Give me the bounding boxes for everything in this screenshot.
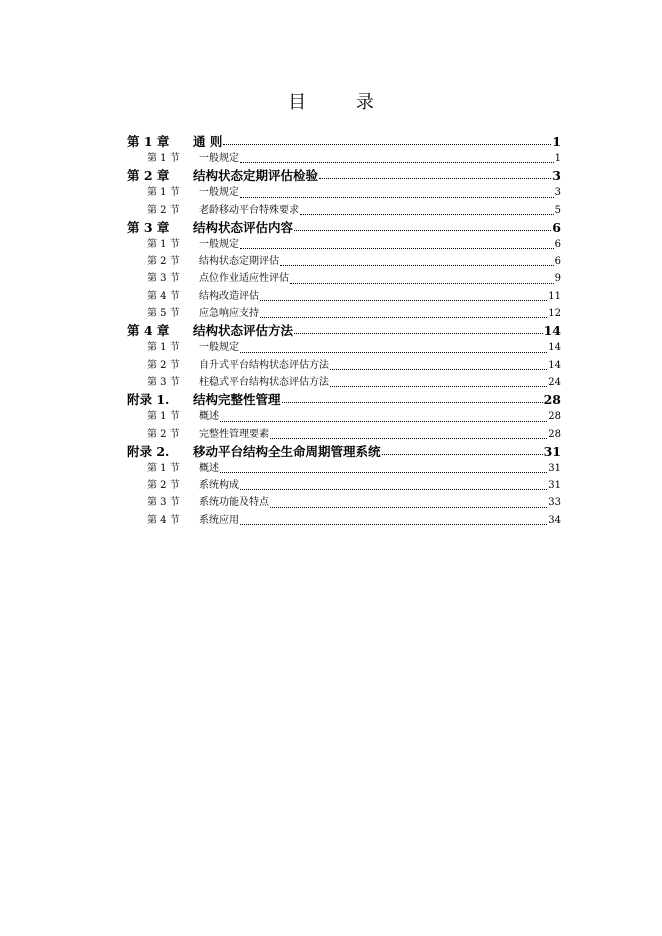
toc-entry-number: 第 2 节 bbox=[147, 359, 180, 371]
toc-leader-dots bbox=[240, 248, 554, 249]
toc-section-entry[interactable] bbox=[127, 425, 561, 442]
toc-entry-title: 结构状态评估内容 bbox=[193, 219, 294, 235]
toc-section-entry[interactable] bbox=[127, 235, 561, 252]
toc-entry-title: 结构完整性管理 bbox=[193, 392, 281, 408]
toc-leader-dots bbox=[270, 438, 547, 439]
toc-entry-page: 34 bbox=[548, 514, 561, 526]
toc-entry-number: 第 1 章 bbox=[127, 134, 170, 149]
toc-leader-dots bbox=[319, 178, 551, 179]
toc-leader-dots bbox=[330, 369, 547, 370]
toc-entry-number: 第 2 节 bbox=[147, 256, 180, 268]
toc-entry-page: 14 bbox=[548, 359, 561, 371]
toc-entry-number: 第 1 节 bbox=[147, 411, 180, 423]
toc-entry-number: 第 2 节 bbox=[147, 204, 180, 216]
toc-entry-title: 老龄移动平台特殊要求 bbox=[199, 204, 299, 216]
toc-entry-page: 5 bbox=[554, 204, 561, 216]
toc-leader-dots bbox=[270, 507, 547, 508]
toc-section-entry[interactable] bbox=[127, 493, 561, 510]
toc-entry-title: 一般规定 bbox=[199, 153, 239, 164]
toc-section-entry[interactable] bbox=[127, 252, 561, 269]
toc-entry-page: 6 bbox=[552, 219, 561, 235]
toc-chapter-entry[interactable] bbox=[127, 442, 561, 459]
toc-entry-number: 第 1 节 bbox=[147, 238, 180, 250]
toc-entry-number: 第 2 节 bbox=[147, 428, 180, 440]
toc-section-entry[interactable] bbox=[127, 304, 561, 321]
toc-entry-title: 结构状态定期评估检验 bbox=[193, 168, 319, 184]
toc-entry-title: 应急响应支持 bbox=[199, 308, 259, 320]
table-of-contents bbox=[127, 132, 561, 528]
toc-entry-title: 系统功能及特点 bbox=[199, 497, 269, 509]
toc-leader-dots bbox=[260, 317, 547, 318]
toc-entry-number: 第 4 节 bbox=[147, 290, 180, 302]
toc-section-entry[interactable] bbox=[127, 476, 561, 493]
toc-entry-number: 第 1 节 bbox=[147, 342, 180, 354]
toc-entry-page: 31 bbox=[548, 480, 561, 492]
toc-entry-number: 第 5 节 bbox=[147, 308, 180, 320]
toc-entry-title: 完整性管理要素 bbox=[199, 428, 269, 440]
toc-leader-dots bbox=[240, 352, 547, 353]
toc-entry-page: 11 bbox=[548, 290, 561, 302]
toc-entry-page: 6 bbox=[554, 238, 561, 250]
toc-entry-number: 附录 1. bbox=[127, 392, 170, 408]
toc-entry-page: 28 bbox=[543, 392, 561, 408]
toc-entry-number: 第 3 节 bbox=[147, 376, 180, 388]
toc-entry-page: 33 bbox=[548, 497, 561, 509]
toc-section-entry[interactable] bbox=[127, 149, 561, 166]
toc-entry-number: 第 1 节 bbox=[147, 187, 180, 199]
toc-entry-page: 31 bbox=[543, 443, 561, 459]
toc-entry-title: 一般规定 bbox=[199, 238, 239, 250]
toc-entry-page: 3 bbox=[554, 187, 561, 199]
toc-leader-dots bbox=[294, 333, 543, 334]
toc-entry-number: 第 2 章 bbox=[127, 168, 170, 184]
toc-entry-title: 柱稳式平台结构状态评估方法 bbox=[199, 376, 329, 388]
toc-entry-title: 系统应用 bbox=[199, 514, 239, 526]
toc-leader-dots bbox=[280, 265, 554, 266]
toc-entry-title: 自升式平台结构状态评估方法 bbox=[199, 359, 329, 371]
toc-entry-number: 第 3 节 bbox=[147, 273, 180, 285]
toc-entry-title: 移动平台结构全生命周期管理系统 bbox=[193, 443, 381, 459]
toc-leader-dots bbox=[220, 472, 547, 473]
toc-entry-page: 28 bbox=[548, 411, 561, 423]
toc-leader-dots bbox=[382, 454, 543, 455]
toc-leader-dots bbox=[282, 402, 543, 403]
toc-leader-dots bbox=[240, 197, 554, 198]
toc-entry-page: 12 bbox=[548, 308, 561, 320]
toc-chapter-entry[interactable] bbox=[127, 321, 561, 338]
toc-entry-number: 第 4 章 bbox=[127, 323, 170, 339]
toc-entry-page: 9 bbox=[554, 273, 561, 285]
toc-leader-dots bbox=[294, 230, 551, 231]
toc-entry-page: 1 bbox=[552, 134, 561, 149]
toc-entry-title: 结构改造评估 bbox=[199, 290, 259, 302]
toc-entry-title: 通 则 bbox=[193, 134, 223, 149]
toc-entry-number: 附录 2. bbox=[127, 443, 170, 459]
toc-chapter-entry[interactable] bbox=[127, 390, 561, 407]
toc-entry-page: 31 bbox=[548, 462, 561, 474]
toc-section-entry[interactable] bbox=[127, 356, 561, 373]
toc-entry-page: 1 bbox=[554, 153, 561, 164]
toc-section-entry[interactable] bbox=[127, 183, 561, 200]
toc-leader-dots bbox=[290, 283, 554, 284]
toc-leader-dots bbox=[220, 421, 547, 422]
toc-entry-number: 第 3 节 bbox=[147, 497, 180, 509]
toc-entry-number: 第 1 节 bbox=[147, 462, 180, 474]
toc-leader-dots bbox=[223, 144, 551, 145]
toc-section-entry[interactable] bbox=[127, 511, 561, 528]
toc-leader-dots bbox=[330, 386, 547, 387]
toc-chapter-entry[interactable] bbox=[127, 132, 561, 149]
toc-section-entry[interactable] bbox=[127, 373, 561, 390]
toc-entry-page: 6 bbox=[554, 256, 561, 268]
toc-chapter-entry[interactable] bbox=[127, 166, 561, 183]
toc-leader-dots bbox=[300, 214, 554, 215]
toc-entry-page: 28 bbox=[548, 428, 561, 440]
toc-entry-page: 14 bbox=[543, 323, 561, 339]
toc-chapter-entry[interactable] bbox=[127, 218, 561, 235]
toc-section-entry[interactable] bbox=[127, 287, 561, 304]
toc-leader-dots bbox=[240, 162, 554, 163]
toc-entry-title: 结构状态定期评估 bbox=[199, 256, 279, 268]
toc-section-entry[interactable] bbox=[127, 459, 561, 476]
toc-section-entry[interactable] bbox=[127, 201, 561, 218]
toc-section-entry[interactable] bbox=[127, 269, 561, 286]
toc-section-entry[interactable] bbox=[127, 338, 561, 355]
toc-entry-page: 14 bbox=[548, 342, 561, 354]
toc-entry-title: 一般规定 bbox=[199, 342, 239, 354]
toc-leader-dots bbox=[240, 524, 547, 525]
toc-section-entry[interactable] bbox=[127, 407, 561, 424]
toc-leader-dots bbox=[240, 489, 547, 490]
toc-entry-title: 点位作业适应性评估 bbox=[199, 273, 289, 285]
toc-leader-dots bbox=[260, 300, 547, 301]
toc-entry-number: 第 3 章 bbox=[127, 219, 170, 235]
toc-entry-title: 结构状态评估方法 bbox=[193, 323, 294, 339]
toc-entry-title: 概述 bbox=[199, 462, 219, 474]
toc-entry-number: 第 4 节 bbox=[147, 514, 180, 526]
toc-entry-page: 24 bbox=[548, 376, 561, 388]
toc-entry-page: 3 bbox=[552, 168, 561, 184]
toc-entry-title: 一般规定 bbox=[199, 187, 239, 199]
toc-entry-title: 系统构成 bbox=[199, 480, 239, 492]
toc-entry-number: 第 1 节 bbox=[147, 153, 180, 164]
toc-entry-number: 第 2 节 bbox=[147, 480, 180, 492]
toc-title: 目 录 bbox=[288, 92, 396, 113]
toc-entry-title: 概述 bbox=[199, 411, 219, 423]
